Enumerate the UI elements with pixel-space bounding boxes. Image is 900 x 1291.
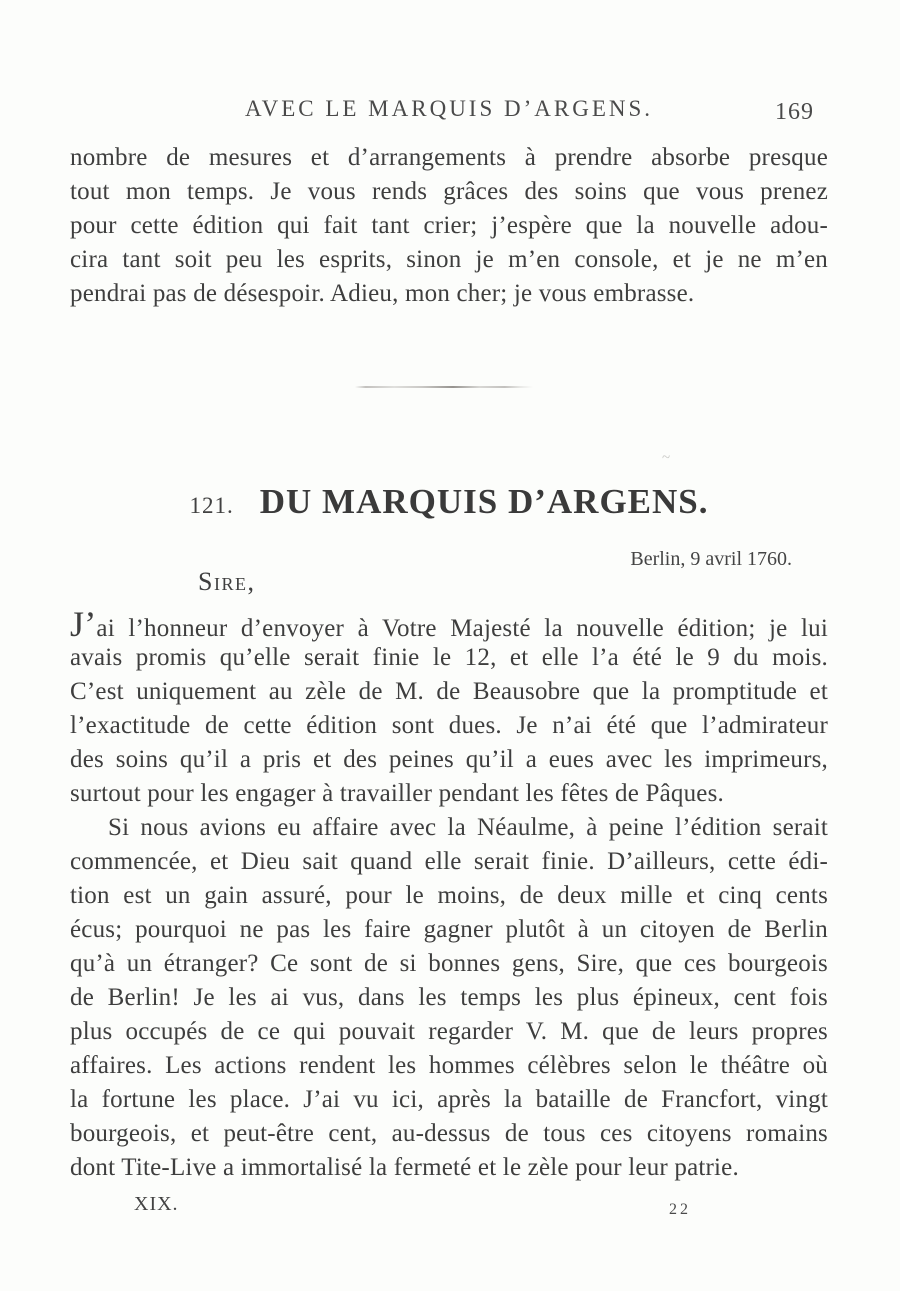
running-header-title: AVEC LE MARQUIS D’ARGENS. [244, 96, 654, 121]
text-line: tout mon temps. Je vous rends grâces des soins que vous prenez [70, 178, 828, 205]
text-line: nombre de mesures et d’arrangements à prendre absorbe presque [70, 144, 828, 171]
page-number: 169 [775, 99, 814, 125]
text-line: la fortune les place. J’ai vu ici, après la bataille de Francfort, vingt [70, 1086, 828, 1113]
salutation: Sire, [198, 567, 256, 596]
text-line: cira tant soit peu les esprits, sinon je m’en console, et je ne m’en [70, 246, 828, 273]
text-line: qu’à un étranger? Ce sont de si bonnes gens, Sire, que ces bourgeois [70, 950, 828, 977]
text-line: J’ai l’honneur d’envoyer à Votre Majesté la nouvelle édition; je lui [70, 604, 828, 644]
text-line: plus occupés de ce qui pouvait regarder V. M. que de leurs propres [70, 1018, 828, 1045]
text-line: surtout pour les engager à travailler pendant les fêtes de Pâques. [70, 780, 724, 807]
letter-title: DU MARQUIS D’ARGENS. [259, 482, 709, 521]
letter-number: 121. [189, 493, 234, 518]
text-line: commencée, et Dieu sait quand elle serait finie. D’ailleurs, cette édi- [70, 848, 828, 875]
text-line: pendrai pas de désespoir. Adieu, mon cher; je vous embrasse. [70, 280, 695, 307]
text-line: des soins qu’il a pris et des peines qu’il a eues avec les imprimeurs, [70, 746, 828, 773]
text-line: bourgeois, et peut-être cent, au-dessus de tous ces citoyens romains [70, 1120, 828, 1147]
text-line: écus; pourquoi ne pas les faire gagner plutôt à un citoyen de Berlin [70, 916, 828, 943]
letter-paragraph-2 [70, 811, 828, 1185]
scan-artifact: ~ [662, 450, 671, 466]
text-line: pour cette édition qui fait tant crier; j’espère que la nouvelle adou- [70, 212, 828, 239]
running-header [70, 96, 828, 122]
text-line: C’est uniquement au zèle de M. de Beausobre que la promptitude et [70, 678, 828, 705]
letter-paragraph-1 [70, 604, 828, 811]
text-line: Si nous avions eu affaire avec la Néaulme, à peine l’édition serait [108, 814, 828, 841]
text-line: avais promis qu’elle serait finie le 12, et elle l’a été le 9 du mois. [70, 644, 828, 671]
text-line: affaires. Les actions rendent les hommes célèbres selon le théâtre où [70, 1052, 828, 1079]
signature-mark: 22 [669, 1201, 691, 1218]
opening-paragraph [70, 141, 828, 311]
text-line: de Berlin! Je les ai vus, dans les temps les plus épineux, cent fois [70, 984, 828, 1011]
section-heading [70, 482, 828, 522]
text-line: tion est un gain assuré, pour le moins, de deux mille et cinq cents [70, 882, 828, 909]
dateline: Berlin, 9 avril 1760. [630, 548, 792, 570]
text-line: dont Tite-Live a immortalisé la fermeté et le zèle pour leur patrie. [70, 1154, 739, 1181]
text-line: l’exactitude de cette édition sont dues. Je n’ai été que l’admirateur [70, 712, 828, 739]
volume-mark: XIX. [134, 1193, 179, 1215]
section-divider [355, 386, 533, 388]
